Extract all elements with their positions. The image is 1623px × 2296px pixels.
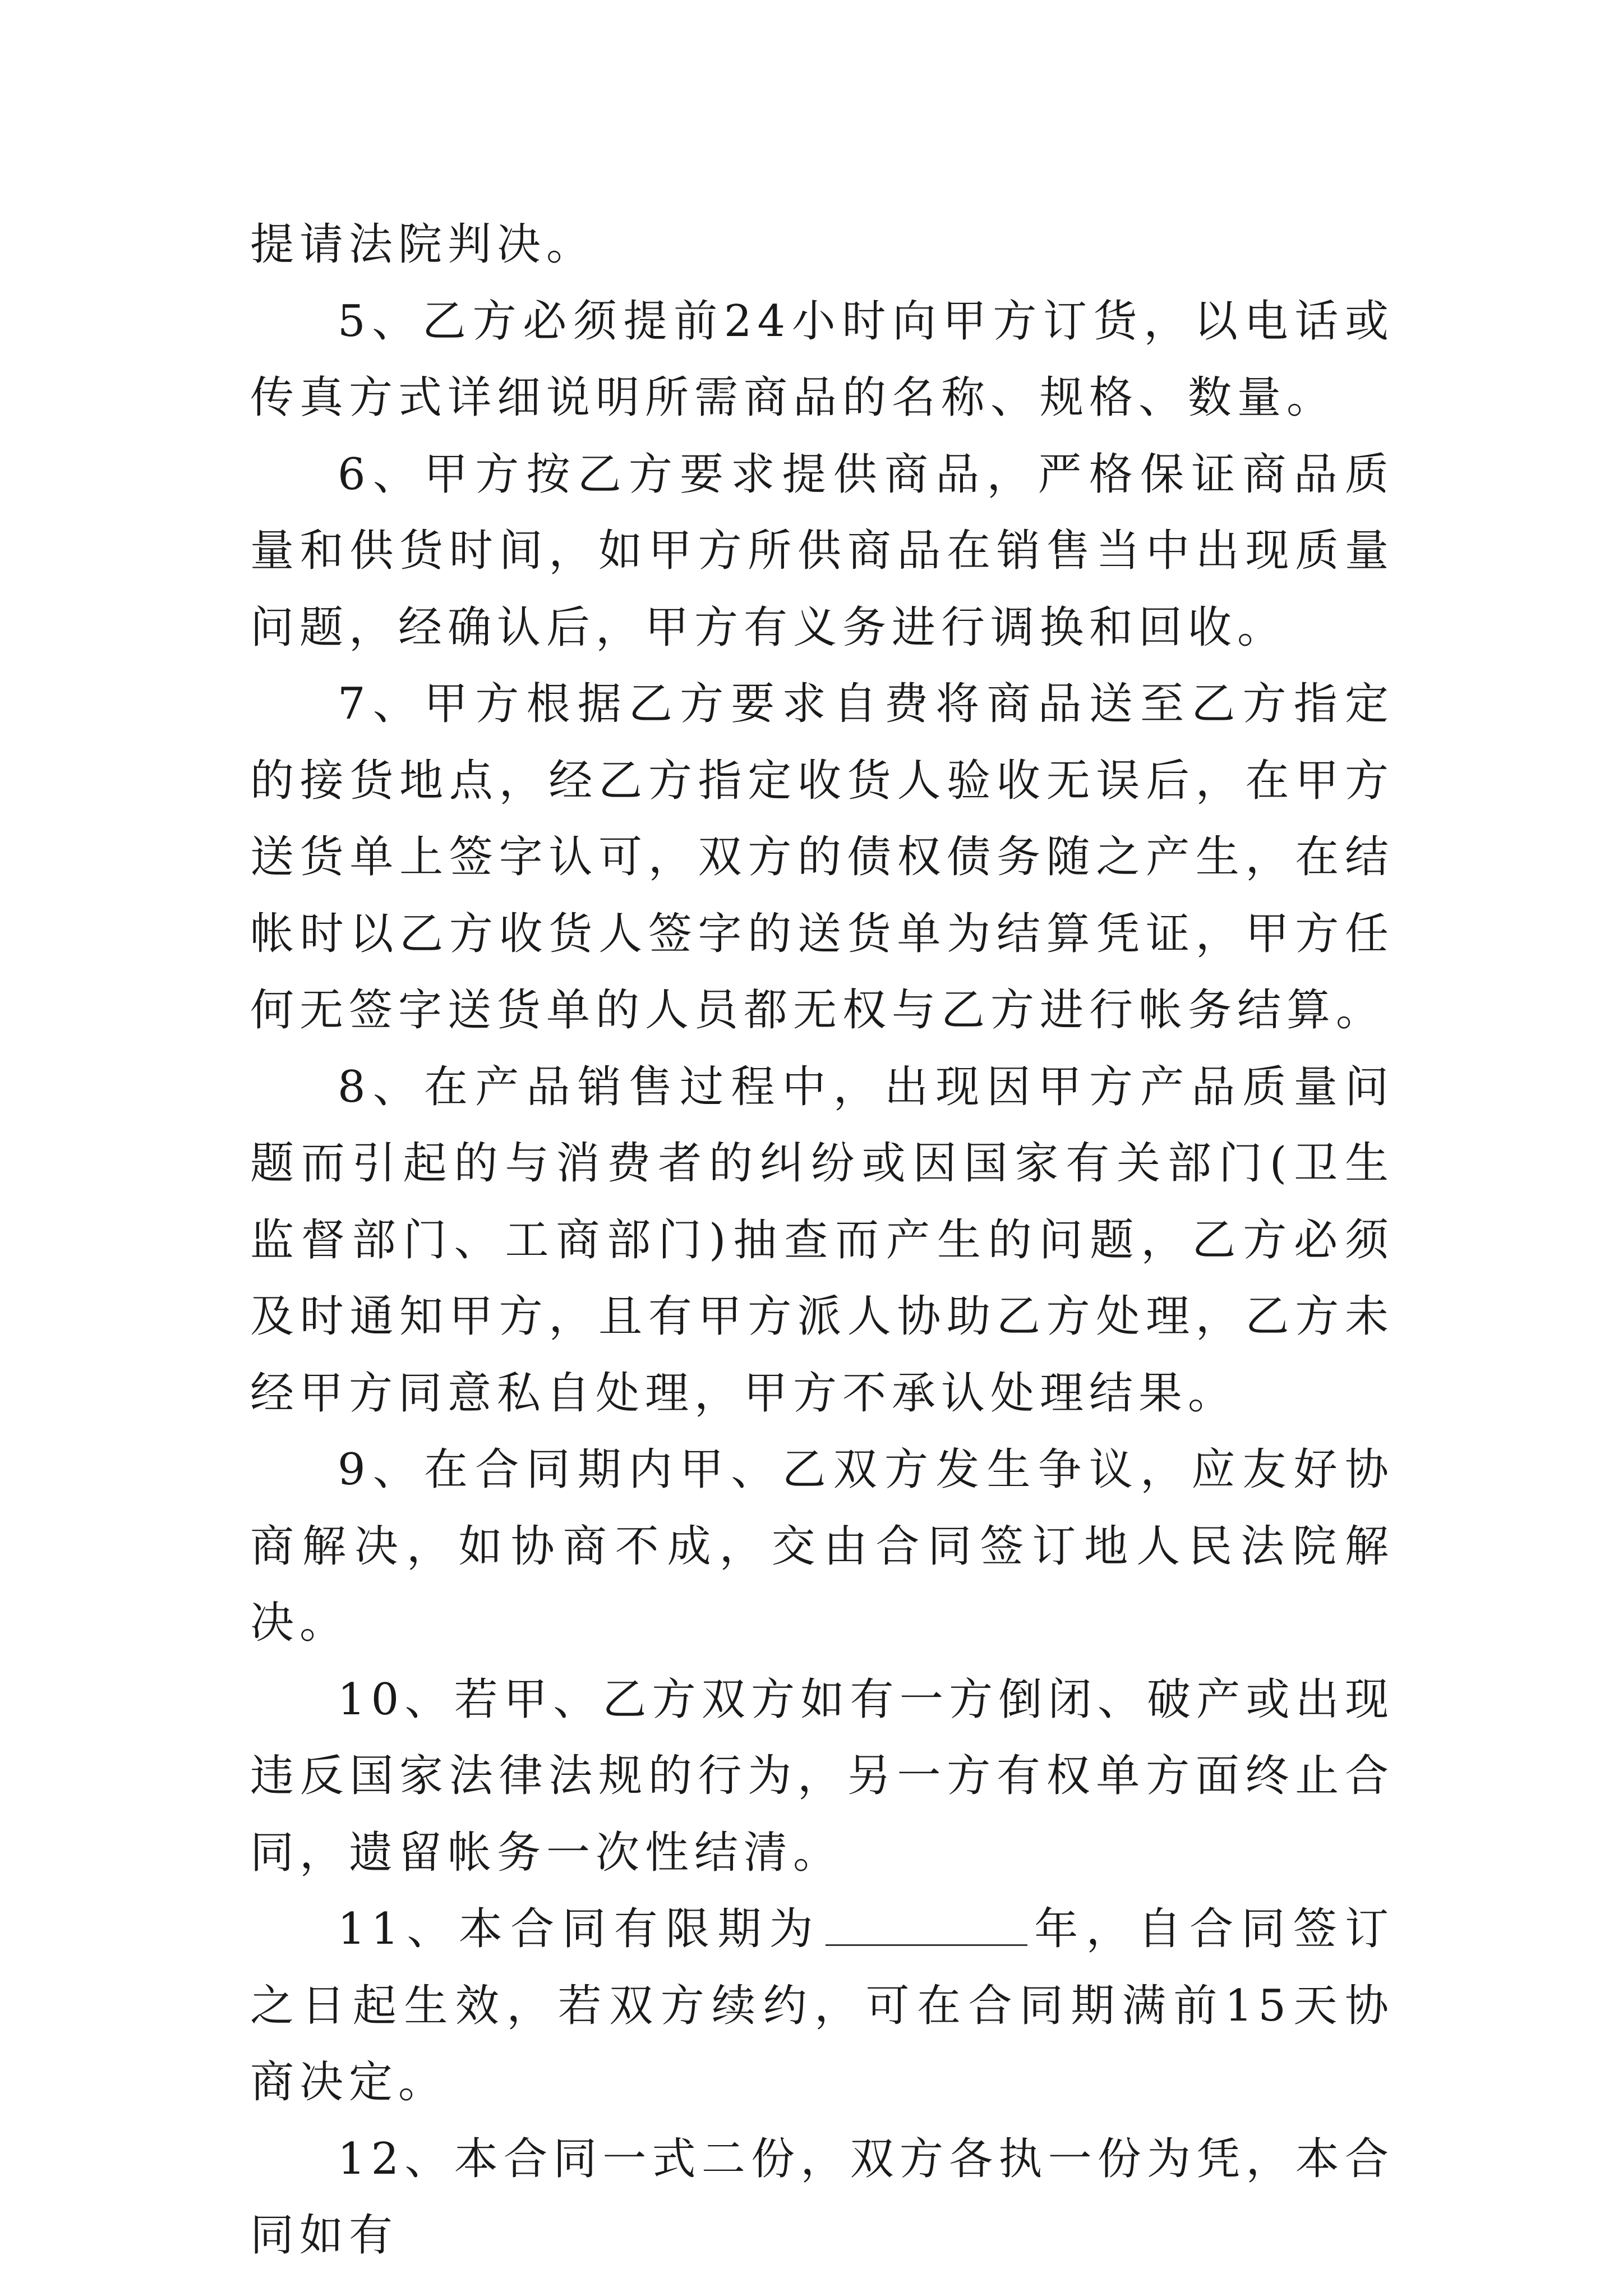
clause-11-after: 年，自合同签订之日起生效，若双方续约，可在合同期满前15天协商决定。 (250, 1904, 1394, 2108)
clause-5: 5、乙方必须提前24小时向甲方订货，以电话或传真方式详细说明所需商品的名称、规格、数量。 (250, 296, 1394, 423)
contract-text-body (250, 206, 1394, 2274)
clause-11-before: 11、本合同有限期为 (338, 1904, 821, 1954)
clause-12: 12、本合同一式二份，双方各执一份为凭，本合同如有 (250, 2133, 1394, 2261)
term-blank-line (826, 1905, 1027, 1946)
clause-11 (250, 1891, 1394, 2121)
clause-6: 6、甲方按乙方要求提供商品，严格保证商品质量和供货时间，如甲方所供商品在销售当中出现质量问题，经确认后，甲方有义务进行调换和回收。 (250, 449, 1394, 653)
clause-7: 7、甲方根据乙方要求自费将商品送至乙方指定的接货地点，经乙方指定收货人验收无误后，在甲方送货单上签字认可，双方的债权债务随之产生，在结帐时以乙方收货人签字的送货单为结算凭证，甲方任何无签字送货单的人员都无权与乙方进行帐务结算。 (250, 679, 1394, 1036)
clause-8: 8、在产品销售过程中，出现因甲方产品质量问题而引起的与消费者的纠纷或因国家有关部门(卫生监督部门、工商部门)抽查而产生的问题，乙方必须及时通知甲方，且有甲方派人协助乙方处理，乙方未经甲方同意私自处理，甲方不承认处理结果。 (250, 1061, 1394, 1419)
clause-10: 10、若甲、乙方双方如有一方倒闭、破产或出现违反国家法律法规的行为，另一方有权单方面终止合同，遗留帐务一次性结清。 (250, 1674, 1394, 1878)
clause-9: 9、在合同期内甲、乙双方发生争议，应友好协商解决，如协商不成，交由合同签订地人民法院解决。 (250, 1444, 1394, 1648)
paragraph-continuation: 提请法院判决。 (250, 219, 596, 270)
